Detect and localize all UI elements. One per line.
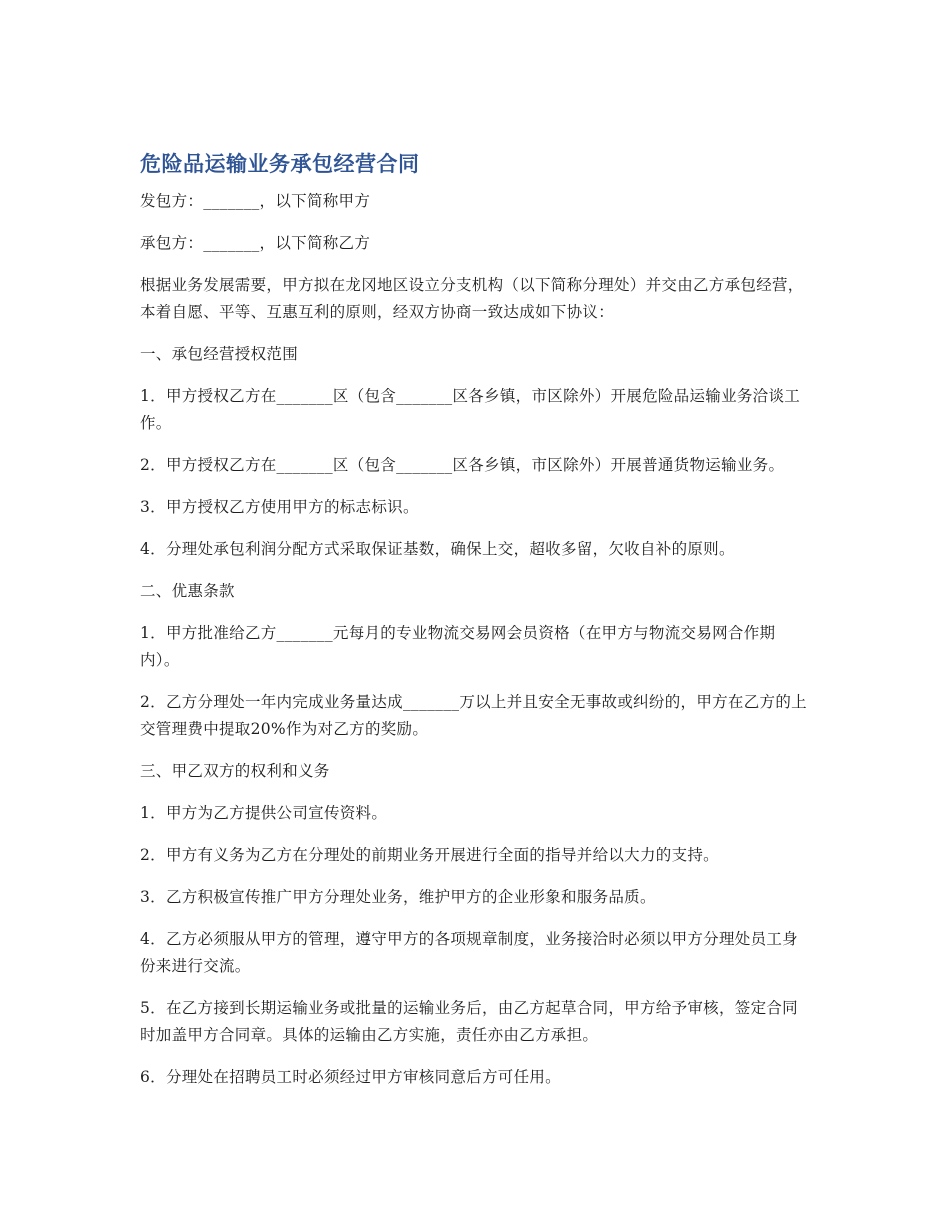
section-heading-2: 二、优惠条款 xyxy=(140,582,235,600)
clause-1-4: 4．分理处承包利润分配方式采取保证基数，确保上交，超收多留，欠收自补的原则。 xyxy=(140,540,735,558)
clause-1-3: 3．甲方授权乙方使用甲方的标志标识。 xyxy=(140,498,419,516)
clause-3-1: 1．甲方为乙方提供公司宣传资料。 xyxy=(140,804,388,822)
party-a-line: 发包方：_______，以下简称甲方 xyxy=(140,192,371,210)
document-page xyxy=(140,148,808,1106)
section-heading-1: 一、承包经营授权范围 xyxy=(140,345,299,363)
party-b-line: 承包方：_______，以下简称乙方 xyxy=(140,234,371,252)
document-title: 危险品运输业务承包经营合同 xyxy=(140,152,420,176)
clause-1-2: 2．甲方授权乙方在_______区（包含_______区各乡镇，市区除外）开展普通货物运输业务。 xyxy=(140,456,785,474)
section-heading-3: 三、甲乙双方的权利和义务 xyxy=(140,762,330,780)
clause-2-2: 2．乙方分理处一年内完成业务量达成_______万以上并且安全无事故或纠纷的，甲方在乙方的上交管理费中提取20%作为对乙方的奖励。 xyxy=(140,693,807,738)
clause-1-1: 1．甲方授权乙方在_______区（包含_______区各乡镇，市区除外）开展危险品运输业务洽谈工作。 xyxy=(140,387,801,432)
clause-2-1: 1．甲方批准给乙方_______元每月的专业物流交易网会员资格（在甲方与物流交易网合作期内）。 xyxy=(140,624,776,669)
clause-3-4: 4．乙方必须服从甲方的管理，遵守甲方的各项规章制度，业务接洽时必须以甲方分理处员工身份来进行交流。 xyxy=(140,930,798,975)
clause-3-6: 6．分理处在招聘员工时必须经过甲方审核同意后方可任用。 xyxy=(140,1068,561,1086)
clause-3-3: 3．乙方积极宣传推广甲方分理处业务，维护甲方的企业形象和服务品质。 xyxy=(140,888,656,906)
clause-3-2: 2．甲方有义务为乙方在分理处的前期业务开展进行全面的指导并给以大力的支持。 xyxy=(140,846,719,864)
preamble-paragraph: 根据业务发展需要，甲方拟在龙冈地区设立分支机构（以下简称分理处）并交由乙方承包经营，本着自愿、平等、互惠互利的原则，经双方协商一致达成如下协议： xyxy=(140,276,804,321)
clause-3-5: 5．在乙方接到长期运输业务或批量的运输业务后，由乙方起草合同，甲方给予审核，签定合同时加盖甲方合同章。具体的运输由乙方实施，责任亦由乙方承担。 xyxy=(140,999,798,1044)
